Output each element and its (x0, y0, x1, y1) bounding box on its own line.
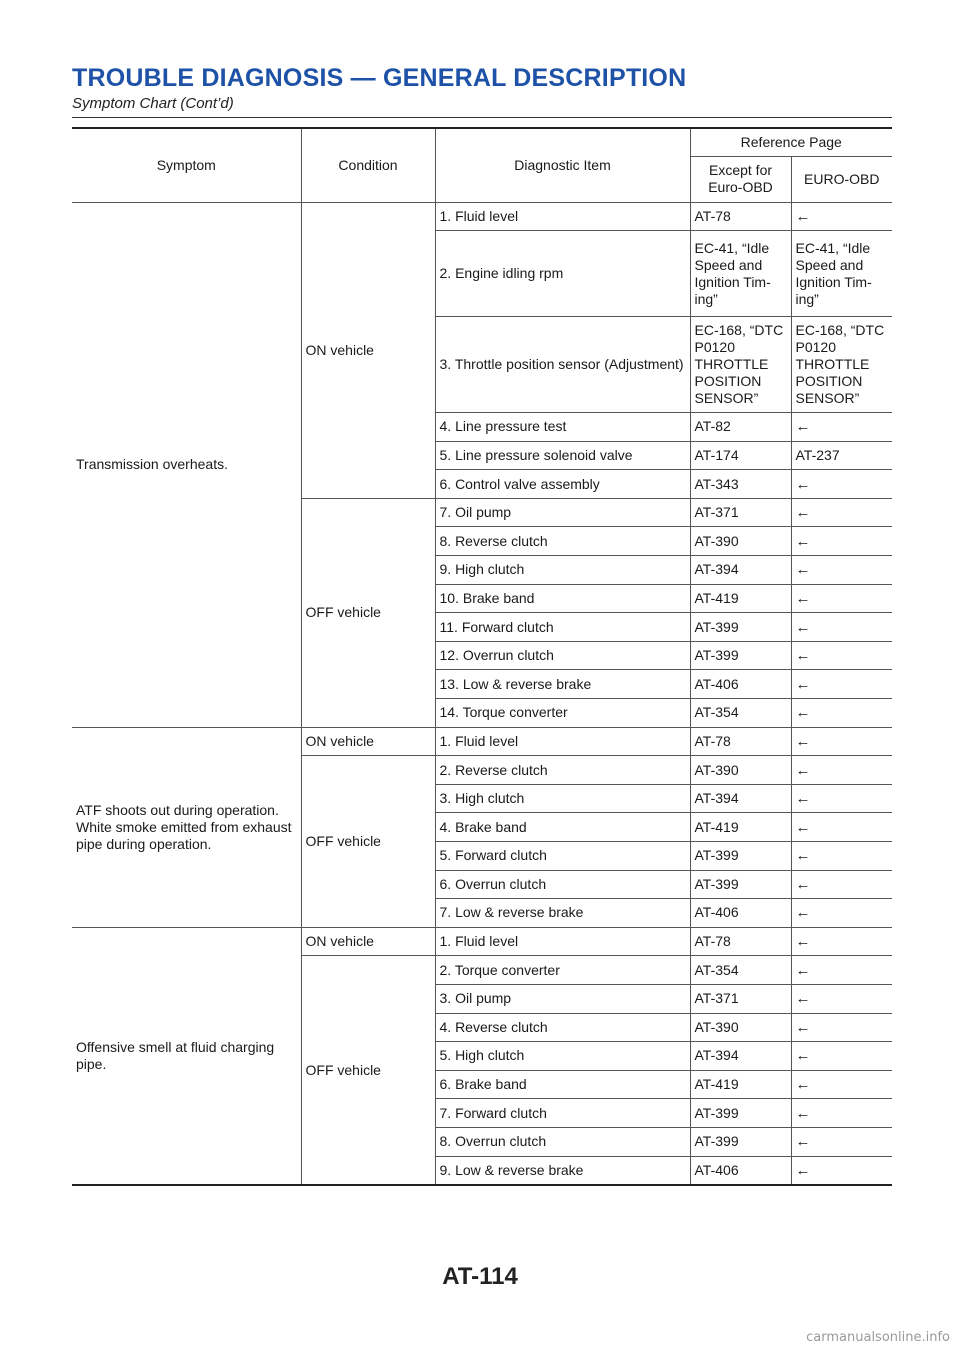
table-row (72, 927, 892, 956)
reference-except-euro-cell: AT-394 (690, 784, 791, 813)
reference-euro-cell: ← (791, 202, 892, 231)
reference-euro-cell: ← (791, 1042, 892, 1071)
reference-except-euro-cell: AT-390 (690, 756, 791, 785)
header-condition: Condition (301, 128, 435, 202)
reference-euro-cell: ← (791, 870, 892, 899)
reference-euro-cell: ← (791, 699, 892, 728)
table-header (72, 128, 892, 202)
reference-except-euro-cell: AT-78 (690, 727, 791, 756)
diagnostic-item-cell: 4. Reverse clutch (435, 1013, 690, 1042)
reference-euro-cell: ← (791, 498, 892, 527)
symptom-cell: Transmission overheats. (72, 202, 301, 727)
reference-except-euro-cell: AT-78 (690, 927, 791, 956)
table-row (72, 202, 892, 231)
reference-except-euro-cell: EC-168, “DTC P0120 THROTTLE POSITION SENSOR” (690, 317, 791, 413)
condition-cell: ON vehicle (301, 202, 435, 498)
page-title: TROUBLE DIAGNOSIS — GENERAL DESCRIPTION (72, 64, 687, 92)
reference-euro-cell: ← (791, 556, 892, 585)
diagnostic-item-cell: 6. Overrun clutch (435, 870, 690, 899)
diagnostic-item-cell: 9. High clutch (435, 556, 690, 585)
reference-except-euro-cell: AT-394 (690, 556, 791, 585)
reference-except-euro-cell: AT-399 (690, 613, 791, 642)
diagnostic-item-cell: 6. Brake band (435, 1070, 690, 1099)
reference-except-euro-cell: AT-343 (690, 470, 791, 499)
reference-except-euro-cell: AT-390 (690, 1013, 791, 1042)
reference-euro-cell: EC-168, “DTC P0120 THROTTLE POSITION SENSOR” (791, 317, 892, 413)
diagnostic-item-cell: 1. Fluid level (435, 727, 690, 756)
reference-except-euro-cell: AT-174 (690, 441, 791, 470)
reference-except-euro-cell: AT-82 (690, 413, 791, 442)
reference-euro-cell: ← (791, 784, 892, 813)
diagnostic-item-cell: 7. Low & reverse brake (435, 899, 690, 928)
condition-cell: ON vehicle (301, 727, 435, 756)
diagnostic-item-cell: 7. Forward clutch (435, 1099, 690, 1128)
diagnostic-item-cell: 13. Low & reverse brake (435, 670, 690, 699)
table-row (72, 727, 892, 756)
diagnostic-item-cell: 7. Oil pump (435, 498, 690, 527)
condition-cell: ON vehicle (301, 927, 435, 956)
reference-euro-cell: ← (791, 527, 892, 556)
diagnostic-item-cell: 2. Engine idling rpm (435, 231, 690, 317)
diagnostic-item-cell: 6. Control valve assembly (435, 470, 690, 499)
reference-euro-cell: ← (791, 899, 892, 928)
condition-cell: OFF vehicle (301, 956, 435, 1185)
reference-except-euro-cell: AT-419 (690, 813, 791, 842)
reference-except-euro-cell: AT-78 (690, 202, 791, 231)
reference-euro-cell: ← (791, 842, 892, 871)
diagnostic-item-cell: 5. Forward clutch (435, 842, 690, 871)
reference-euro-cell: ← (791, 1070, 892, 1099)
reference-except-euro-cell: AT-371 (690, 984, 791, 1013)
diagnostic-item-cell: 8. Reverse clutch (435, 527, 690, 556)
reference-euro-cell: ← (791, 584, 892, 613)
diagnostic-item-cell: 12. Overrun clutch (435, 641, 690, 670)
table-body (72, 202, 892, 1185)
diagnostic-item-cell: 3. Oil pump (435, 984, 690, 1013)
reference-except-euro-cell: AT-399 (690, 641, 791, 670)
reference-except-euro-cell: AT-399 (690, 842, 791, 871)
page-number: AT-114 (442, 1263, 518, 1290)
reference-except-euro-cell: AT-390 (690, 527, 791, 556)
condition-cell: OFF vehicle (301, 498, 435, 727)
watermark: carmanualsonline.info (806, 1330, 950, 1345)
reference-euro-cell: ← (791, 956, 892, 985)
reference-except-euro-cell: AT-399 (690, 870, 791, 899)
reference-except-euro-cell: AT-406 (690, 1156, 791, 1185)
diagnostic-item-cell: 2. Reverse clutch (435, 756, 690, 785)
header-reference-page: Reference Page (690, 128, 892, 156)
diagnostic-item-cell: 9. Low & reverse brake (435, 1156, 690, 1185)
reference-except-euro-cell: AT-371 (690, 498, 791, 527)
reference-except-euro-cell: AT-354 (690, 956, 791, 985)
reference-euro-cell: ← (791, 1156, 892, 1185)
header-diagnostic-item: Diagnostic Item (435, 128, 690, 202)
header-euro-obd: EURO-OBD (791, 156, 892, 202)
diagnostic-item-cell: 11. Forward clutch (435, 613, 690, 642)
reference-euro-cell: ← (791, 470, 892, 499)
reference-except-euro-cell: AT-399 (690, 1099, 791, 1128)
reference-euro-cell: EC-41, “Idle Speed and Ignition Tim- ing” (791, 231, 892, 317)
diagnostic-item-cell: 4. Brake band (435, 813, 690, 842)
diagnostic-item-cell: 1. Fluid level (435, 202, 690, 231)
condition-cell: OFF vehicle (301, 756, 435, 928)
diagnostic-item-cell: 4. Line pressure test (435, 413, 690, 442)
diagnostic-item-cell: 10. Brake band (435, 584, 690, 613)
symptom-cell: Offensive smell at fluid charging pipe. (72, 927, 301, 1184)
reference-except-euro-cell: AT-394 (690, 1042, 791, 1071)
header-divider (72, 117, 892, 118)
reference-euro-cell: ← (791, 413, 892, 442)
reference-euro-cell: ← (791, 641, 892, 670)
reference-except-euro-cell: AT-419 (690, 584, 791, 613)
reference-except-euro-cell: AT-406 (690, 670, 791, 699)
diagnostic-item-cell: 5. High clutch (435, 1042, 690, 1071)
reference-euro-cell: ← (791, 727, 892, 756)
diagnostic-item-cell: 3. High clutch (435, 784, 690, 813)
header-except-euro-obd: Except for Euro-OBD (690, 156, 791, 202)
page-subtitle: Symptom Chart (Cont’d) (72, 95, 234, 112)
header-symptom: Symptom (72, 128, 301, 202)
reference-euro-cell: ← (791, 927, 892, 956)
reference-except-euro-cell: AT-399 (690, 1127, 791, 1156)
reference-euro-cell: ← (791, 984, 892, 1013)
reference-euro-cell: AT-237 (791, 441, 892, 470)
reference-euro-cell: ← (791, 1013, 892, 1042)
diagnostic-item-cell: 2. Torque converter (435, 956, 690, 985)
reference-euro-cell: ← (791, 813, 892, 842)
reference-except-euro-cell: AT-354 (690, 699, 791, 728)
reference-euro-cell: ← (791, 756, 892, 785)
diagnostic-item-cell: 5. Line pressure solenoid valve (435, 441, 690, 470)
reference-euro-cell: ← (791, 670, 892, 699)
diagnostic-item-cell: 1. Fluid level (435, 927, 690, 956)
reference-euro-cell: ← (791, 613, 892, 642)
reference-euro-cell: ← (791, 1127, 892, 1156)
diagnostic-item-cell: 14. Torque converter (435, 699, 690, 728)
diagnostic-item-cell: 3. Throttle position sensor (Adjustment) (435, 317, 690, 413)
reference-except-euro-cell: AT-419 (690, 1070, 791, 1099)
reference-except-euro-cell: AT-406 (690, 899, 791, 928)
symptom-cell: ATF shoots out during operation. White smoke emitted from exhaust pipe during operation. (72, 727, 301, 927)
reference-except-euro-cell: EC-41, “Idle Speed and Ignition Tim- ing” (690, 231, 791, 317)
symptom-chart-table (72, 127, 892, 1186)
diagnostic-item-cell: 8. Overrun clutch (435, 1127, 690, 1156)
reference-euro-cell: ← (791, 1099, 892, 1128)
